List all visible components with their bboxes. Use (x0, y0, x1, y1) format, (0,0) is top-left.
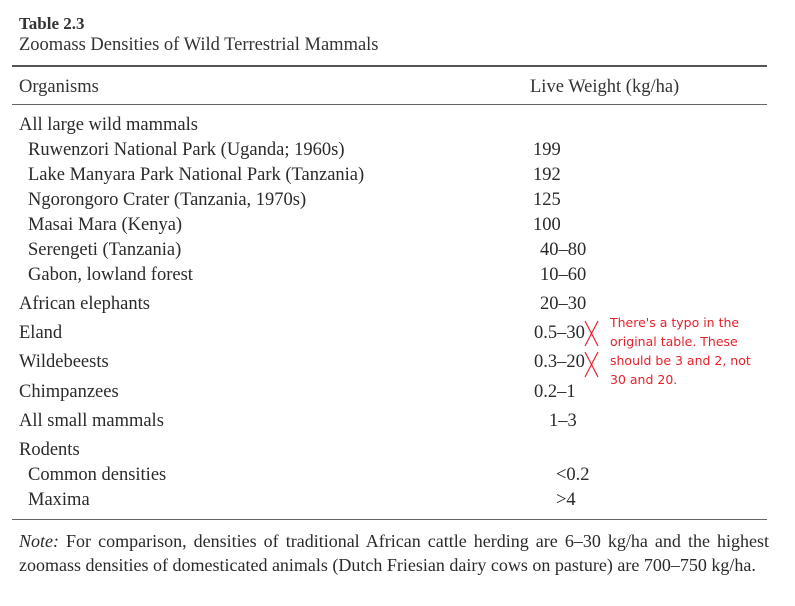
row-label: All large wild mammals (19, 115, 198, 135)
row-value: 192 (533, 165, 561, 185)
row-value: 1–3 (549, 411, 577, 431)
row-label: Serengeti (Tanzania) (28, 240, 182, 260)
row-value: <0.2 (556, 465, 590, 485)
typo-annotation: There's a typo in the original table. These should be 3 and 2, not 30 and 20. (610, 315, 751, 387)
row-label: Masai Mara (Kenya) (28, 215, 183, 235)
row-label: Wildebeests (19, 352, 109, 372)
top-rule (12, 65, 767, 67)
row-label: Ruwenzori National Park (Uganda; 1960s) (28, 140, 345, 160)
table-row (0, 265, 795, 289)
table-note (19, 530, 769, 577)
row-label: Eland (19, 323, 63, 343)
table-title: Zoomass Densities of Wild Terrestrial Mammals (19, 35, 379, 55)
table-row (0, 190, 795, 214)
table-row (0, 465, 795, 489)
column-header-organisms: Organisms (19, 77, 99, 97)
row-value: 20–30 (540, 294, 587, 314)
row-label: Maxima (28, 490, 90, 510)
row-label: Lake Manyara Park National Park (Tanzania) (28, 165, 365, 185)
row-value: >4 (556, 490, 576, 510)
row-label: Gabon, lowland forest (28, 265, 193, 285)
table-row (0, 115, 795, 139)
row-value: 0.3–20 (534, 352, 585, 372)
row-label: African elephants (19, 294, 150, 314)
row-value: 199 (533, 140, 561, 160)
table-row (0, 215, 795, 239)
table-row (0, 240, 795, 264)
row-label: Rodents (19, 440, 80, 460)
row-value: 40–80 (540, 240, 587, 260)
table-row (0, 411, 795, 435)
row-label: All small mammals (19, 411, 164, 431)
table-row (0, 140, 795, 164)
table-row (0, 165, 795, 189)
row-label: Ngorongoro Crater (Tanzania, 1970s) (28, 190, 307, 210)
row-value: 125 (533, 190, 561, 210)
row-label: Chimpanzees (19, 382, 119, 402)
row-value: 0.5–30 (534, 323, 585, 343)
row-value: 10–60 (540, 265, 587, 285)
row-label: Common densities (28, 465, 167, 485)
note-text: For comparison, densities of traditional African cattle herding are 6–30 kg/ha and the highest zoomass densities of domesticated animals (Dutch Friesian dairy cows on pasture) are 700–750 kg/ha. (19, 531, 769, 575)
table-row (0, 490, 795, 514)
note-lead: Note: (19, 531, 59, 551)
column-header-live-weight: Live Weight (kg/ha) (530, 77, 680, 97)
header-rule (12, 104, 767, 105)
row-value: 100 (533, 215, 561, 235)
table-row (0, 440, 795, 464)
row-value: 0.2–1 (534, 382, 576, 402)
bottom-rule (12, 519, 767, 520)
table-number: Table 2.3 (19, 14, 85, 33)
